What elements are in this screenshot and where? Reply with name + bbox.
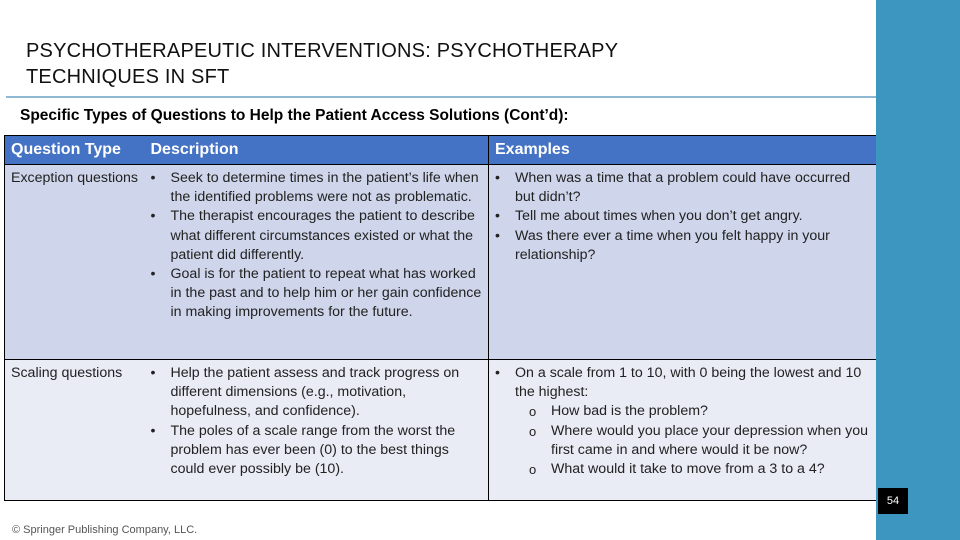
side-accent-bar bbox=[876, 0, 960, 540]
examples-list bbox=[495, 364, 872, 479]
header-description: Description bbox=[145, 136, 489, 165]
description-cell bbox=[145, 165, 489, 360]
examples-cell bbox=[489, 165, 879, 360]
list-item: • When was a time that a problem could have occurred but didn’t? bbox=[515, 169, 872, 207]
examples-intro: On a scale from 1 to 10, with 0 being the lowest and 10 the highest: bbox=[515, 365, 862, 401]
title-line-1: PSYCHOTHERAPEUTIC INTERVENTIONS: PSYCHOTHERAPY bbox=[26, 40, 619, 62]
list-item: • The therapist encourages the patient to describe what different circumstances existed or what the patient did differently. bbox=[171, 207, 483, 265]
list-item: • The poles of a scale range from the worst the problem has ever been (0) to the best things could ever possibly be (10). bbox=[171, 422, 483, 480]
page-number: 54 bbox=[878, 488, 908, 514]
table-header-row bbox=[5, 136, 879, 165]
examples-cell bbox=[489, 360, 879, 501]
slide-title bbox=[26, 38, 846, 90]
list-item bbox=[515, 364, 872, 479]
examples-list bbox=[495, 169, 872, 265]
list-item: o How bad is the problem? bbox=[551, 402, 872, 421]
list-item: o Where would you place your depression when you first came in and where would it be now? bbox=[551, 422, 872, 460]
list-item: • Goal is for the patient to repeat what has worked in the past and to help him or her gain confidence in making improvements for the future. bbox=[171, 265, 483, 323]
table-row bbox=[5, 360, 879, 501]
description-list bbox=[151, 364, 483, 479]
list-item: o What would it take to move from a 3 to a 4? bbox=[551, 460, 872, 479]
table-row bbox=[5, 165, 879, 360]
question-type-cell: Exception questions bbox=[5, 165, 145, 360]
description-cell bbox=[145, 360, 489, 501]
list-item: • Seek to determine times in the patient’s life when the identified problems were not as problematic. bbox=[171, 169, 483, 207]
header-question-type: Question Type bbox=[5, 136, 145, 165]
title-divider bbox=[6, 96, 876, 98]
list-item: • Was there ever a time when you felt happy in your relationship? bbox=[515, 227, 872, 265]
copyright-footer: © Springer Publishing Company, LLC. bbox=[12, 524, 198, 536]
questions-table bbox=[4, 135, 879, 501]
title-line-2: TECHNIQUES IN SFT bbox=[26, 66, 230, 88]
description-list bbox=[151, 169, 483, 323]
question-type-cell: Scaling questions bbox=[5, 360, 145, 501]
header-examples: Examples bbox=[489, 136, 879, 165]
list-item: • Help the patient assess and track progress on different dimensions (e.g., motivation, hopefulness, and confidence). bbox=[171, 364, 483, 422]
list-item: • Tell me about times when you don’t get angry. bbox=[515, 207, 872, 226]
examples-sublist bbox=[515, 402, 872, 479]
slide-subtitle: Specific Types of Questions to Help the Patient Access Solutions (Cont’d): bbox=[20, 107, 569, 124]
